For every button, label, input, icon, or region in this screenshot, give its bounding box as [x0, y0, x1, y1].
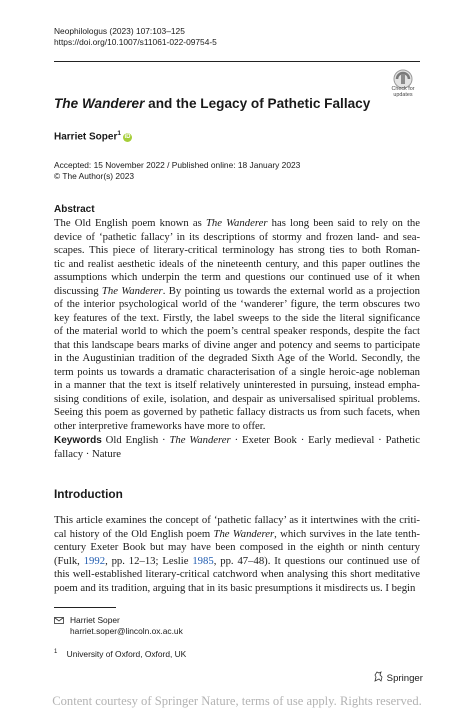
intro-line: this well-established literary-critical catchword when analysing this short meditative [54, 568, 420, 580]
abstract-line: tic and realist aesthetic ideals of the nineteenth century, and this paper outlines the [54, 257, 420, 270]
affiliation-footnote-mark: 1 [54, 649, 58, 655]
intro-line: This article examines the concept of ‘pathetic fallacy’ as it intertwines with the criti- [54, 514, 420, 526]
abstract-line: other interpretive frameworks have more to offer. [54, 419, 266, 432]
intro-line: century Exeter Book but may have been composed in the eighth or ninth century [54, 541, 420, 553]
affiliation-mark: 1 [117, 130, 121, 137]
doi-link[interactable]: https://doi.org/10.1007/s11061-022-09754-5 [54, 37, 217, 47]
keywords-line-2: fallacy · Nature [54, 447, 122, 460]
keywords-line-1: Keywords Old English · The Wanderer · Exeter Book · Early medieval · Pathetic [54, 434, 421, 446]
affiliation [54, 647, 186, 660]
keywords [54, 434, 420, 461]
article-title [54, 96, 370, 111]
author-line [54, 130, 132, 142]
title-rest: and the Legacy of Pathetic Fallacy [144, 96, 371, 111]
springer-horse-icon [373, 671, 384, 682]
journal-header [54, 26, 217, 48]
citation-year-link[interactable]: 1992 [83, 554, 106, 567]
citation-year-link[interactable]: 1985 [192, 554, 214, 567]
abstract-line: discussing The Wanderer. By pointing us towards the external world as a projection [54, 284, 420, 297]
journal-citation: Neophilologus (2023) 107:103–125 [54, 26, 185, 36]
abstract-line: scapes. This piece of literary-critical terminology has strong ties to both Roman- [54, 244, 420, 256]
intro-line: poem and its tradition, arguing that in its basic presumptions it misdirects us. I begin [54, 581, 416, 594]
introduction-text [54, 514, 420, 595]
publisher-name: Springer [386, 673, 423, 684]
intro-line: cal history of the Old English poem The Wanderer, which survives in the late tenth- [54, 527, 420, 540]
title-italic: The Wanderer [54, 96, 145, 111]
abstract-line: in a manner that the text is itself relatively uninterested in pursuing, instead empha- [54, 379, 420, 391]
abstract-line: assumptions which underpin the term and questions our continued use of it when [54, 271, 420, 283]
introduction-heading: Introduction [54, 487, 123, 501]
orcid-icon[interactable]: iD [124, 134, 131, 141]
abstract-line: of the material world to which the poem’s central speaker responds, despite the fact [54, 325, 420, 337]
abstract-heading: Abstract [54, 204, 95, 215]
accepted-published-dates: Accepted: 15 November 2022 / Published online: 18 January 2023 [54, 160, 301, 170]
correspondence [70, 615, 183, 637]
author-email[interactable]: harriet.soper@lincoln.ox.ac.uk [70, 626, 183, 636]
abstract-text [54, 217, 420, 433]
abstract-line: key features of the text. Firstly, the label sweeps to the side the literal significance [54, 311, 420, 324]
copyright: © The Author(s) 2023 [54, 171, 135, 181]
abstract-line: Seeing this poem as governed by pathetic fallacy distracts us from such facets, when [54, 406, 420, 418]
intro-line: (Fulk, 1992, pp. 12–13; Leslie 1985, pp. 47–48). It questions our continued use of [54, 554, 420, 567]
envelope-icon [54, 617, 64, 624]
footnote-rule [54, 607, 116, 608]
watermark: Content courtesy of Springer Nature, terms of use apply. Rights reserved. [52, 694, 422, 708]
abstract-line: sising conditions of exile, isolation, and despair as universalised spiritual problems. [54, 392, 420, 405]
abstract-line: in the Augustinian tradition of the degraded Sixth Age of the World. Secondly, the [54, 352, 420, 364]
article-dates [54, 160, 300, 182]
abstract-line: of the interior psychological world of the ‘wanderer’ figure, the term obscures two [54, 298, 420, 310]
keywords-label: Keywords [54, 435, 102, 446]
publisher-logo [373, 671, 423, 684]
affiliation-text: University of Oxford, Oxford, UK [66, 648, 187, 659]
abstract-line: that this landscape bears marks of divine anger and potency and seems to participate [54, 338, 420, 351]
abstract-line: device of ‘pathetic fallacy’ in its descriptions of stormy and frozen land- and sea- [54, 230, 420, 243]
corresponding-author: Harriet Soper [70, 615, 120, 625]
abstract-line: term points us towards a dramatic characterisation of a single heroic-age nobleman [54, 365, 420, 378]
author-name[interactable]: Harriet Soper [54, 131, 118, 143]
check-for-updates-label[interactable]: Check for updates [391, 86, 415, 98]
abstract-line: The Old English poem known as The Wanderer has long been said to rely on the [54, 217, 421, 229]
header-rule [54, 61, 420, 62]
